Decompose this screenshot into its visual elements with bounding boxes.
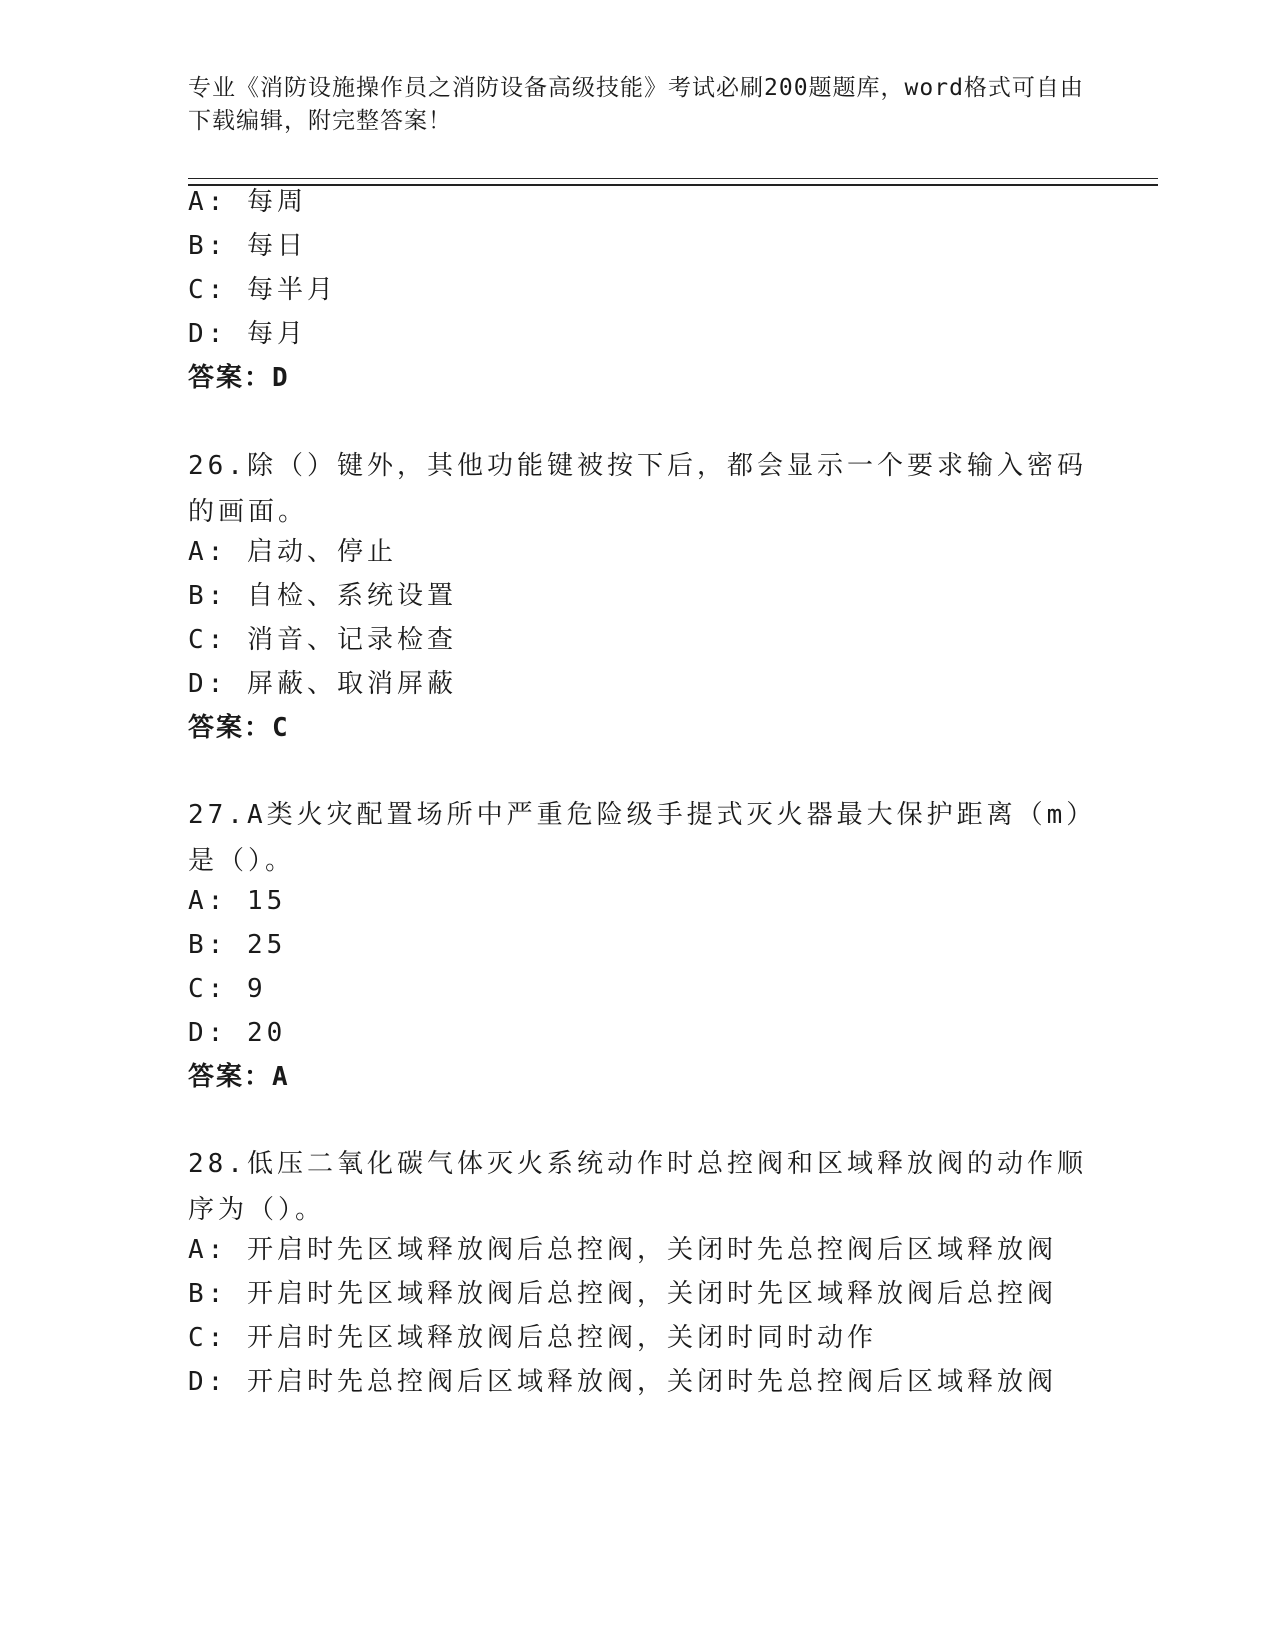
option-b: B: 每日 [188,231,307,261]
option-c: C: 每半月 [188,275,337,305]
header-divider [188,178,1158,186]
option-a: A: 每周 [188,187,307,217]
question-text: 28.低压二氧化碳气体灭火系统动作时总控阀和区域释放阀的动作顺序为（）。 [188,1149,1087,1225]
option-d: D: 每月 [188,319,307,349]
question-text: 26.除（）键外，其他功能键被按下后，都会显示一个要求输入密码的画面。 [188,451,1087,527]
option-a: A: 15 [188,886,287,916]
option-b: B: 自检、系统设置 [188,581,457,611]
answer: 答案：C [188,713,290,743]
document-header: 专业《消防设施操作员之消防设备高级技能》考试必刷200题题库，word格式可自由下载编辑，附完整答案！ [188,75,1084,134]
answer: 答案：D [188,363,290,393]
question-text: 27.A类火灾配置场所中严重危险级手提式灭火器最大保护距离（m）是（）。 [188,800,1097,876]
option-c: C: 9 [188,974,267,1004]
option-c: C: 开启时先区域释放阀后总控阀，关闭时同时动作 [188,1323,877,1353]
option-b: B: 25 [188,930,287,960]
option-d: D: 20 [188,1018,287,1048]
option-c: C: 消音、记录检查 [188,625,457,655]
option-d: D: 开启时先总控阀后区域释放阀，关闭时先总控阀后区域释放阀 [188,1367,1057,1397]
option-a: A: 启动、停止 [188,537,397,567]
option-a: A: 开启时先区域释放阀后总控阀，关闭时先总控阀后区域释放阀 [188,1235,1057,1265]
option-d: D: 屏蔽、取消屏蔽 [188,669,457,699]
option-b: B: 开启时先区域释放阀后总控阀，关闭时先区域释放阀后总控阀 [188,1279,1057,1309]
answer: 答案：A [188,1062,290,1092]
